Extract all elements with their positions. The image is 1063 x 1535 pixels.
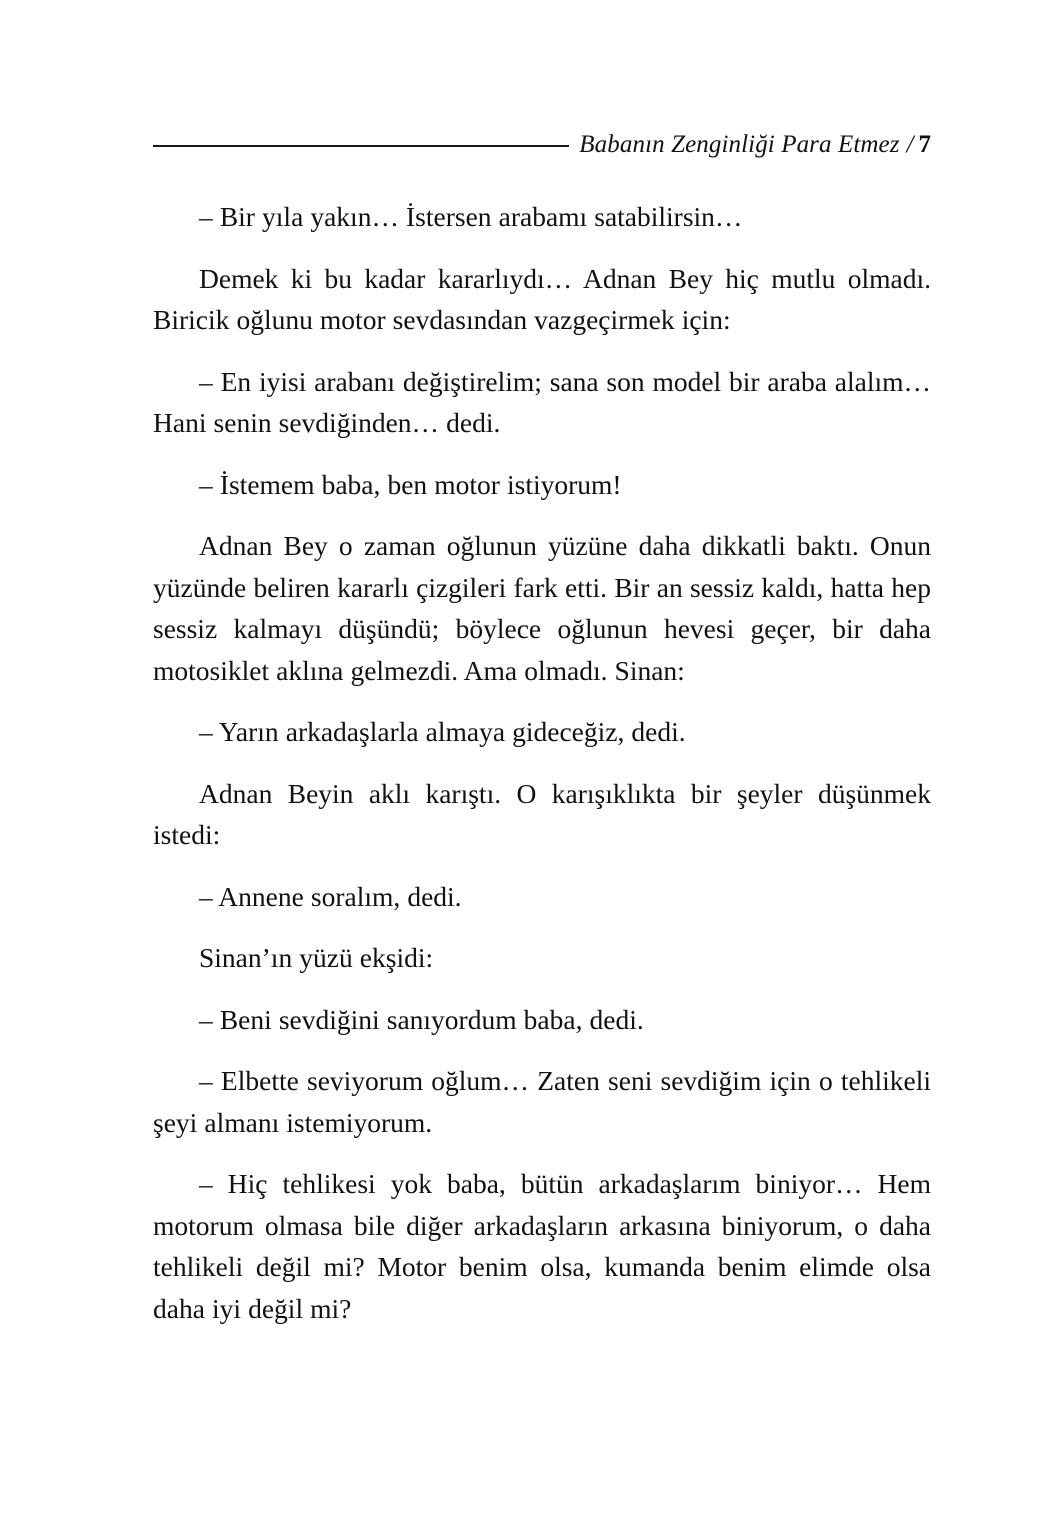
paragraph: – Annene soralım, dedi. (199, 880, 462, 912)
paragraph: – En iyisi arabanı değiştirelim; sana son model bir araba alalım… Hani senin sevdiğinden… dedi. (153, 365, 931, 438)
paragraph: – Hiç tehlikesi yok baba, bütün arkadaşlarım biniyor… Hem motorum olmasa bile diğer arkadaşların arkasına biniyorum, o daha tehlikeli değil mi? Motor benim olsa, kumanda benim elimde olsa daha iyi değil mi? (153, 1168, 931, 1324)
paragraph: Adnan Bey o zaman oğlunun yüzüne daha dikkatli baktı. Onun yüzünde beliren kararlı çizgileri fark etti. Bir an sessiz kaldı, hatta hep sessiz kalmayı düşündü; böylece oğlunun hevesi geçer, bir daha motosiklet aklına gelmezdi. Ama olmadı. Sinan: (153, 530, 931, 686)
paragraph: – Yarın arkadaşlarla almaya gideceğiz, dedi. (199, 716, 686, 747)
page-number: 7 (918, 131, 931, 158)
paragraph: Adnan Beyin aklı karıştı. O karışıklıkta bir şeyler düşünmek istedi: (153, 777, 931, 850)
paragraph: – Beni sevdiğini sanıyordum baba, dedi. (199, 1003, 644, 1035)
body-text (153, 196, 931, 1329)
running-head-book-title: Babanın Zenginliği Para Etmez (579, 131, 900, 158)
paragraph: – Bir yıla yakın… İstersen arabamı satabilirsin… (199, 201, 743, 232)
running-head (153, 128, 931, 162)
paragraph: Demek ki bu kadar kararlıydı… Adnan Bey hiç mutlu olmadı. Biricik oğlunu motor sevdasından vazgeçirmek için: (153, 262, 931, 335)
paragraph: – İstemem baba, ben motor istiyorum! (199, 468, 622, 500)
running-head-separator: / (906, 131, 914, 158)
paragraph: Sinan’ın yüzü ekşidi: (199, 942, 434, 973)
paragraph: – Elbette seviyorum oğlum… Zaten seni sevdiğim için o tehlikeli şeyi almanı istemiyorum. (153, 1065, 931, 1138)
running-head-rule (153, 145, 569, 147)
